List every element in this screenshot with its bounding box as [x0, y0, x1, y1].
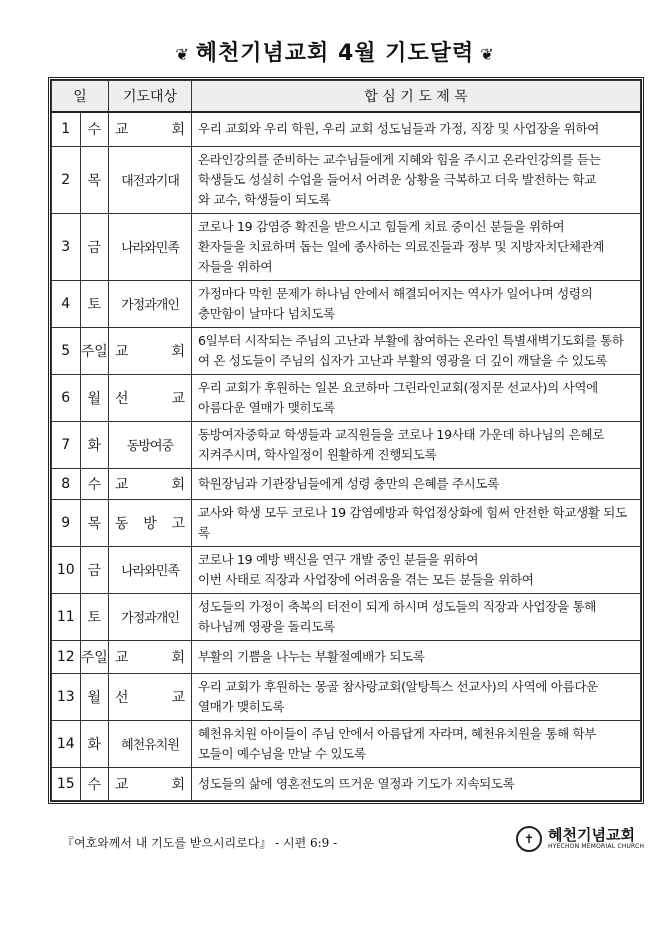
day-number: 7: [52, 421, 81, 468]
day-number: 1: [52, 112, 81, 146]
table-row: [52, 767, 641, 800]
prayer-topic-line: 온라인강의를 준비하는 교수님들에게 지혜와 힘을 주시고 온라인강의를 듣는: [198, 151, 601, 167]
day-number: 4: [52, 280, 81, 327]
prayer-target: 가정과개인: [109, 593, 192, 640]
church-emblem-icon: ✝: [516, 826, 542, 852]
day-number: 13: [52, 673, 81, 720]
prayer-topic: [192, 146, 641, 213]
day-number: 6: [52, 374, 81, 421]
weekday: 토: [80, 593, 109, 640]
weekday: 수: [80, 767, 109, 800]
prayer-target: 동방여중: [109, 421, 192, 468]
prayer-topic-line: 부활의 기쁨을 나누는 부활절예배가 되도록: [198, 648, 425, 664]
table-row: [52, 499, 641, 546]
prayer-topic-line: 우리 교회가 후원하는 일본 요코하마 그린라인교회(정지문 선교사)의 사역에: [198, 379, 598, 395]
column-header-target: 기도대상: [109, 81, 192, 113]
table-header-row: [52, 81, 641, 113]
table-row: [52, 673, 641, 720]
prayer-target: 교 회: [109, 640, 192, 673]
day-number: 2: [52, 146, 81, 213]
prayer-topic-line: 충만함이 날마다 넘치도록: [198, 305, 335, 321]
prayer-topic-line: 열매가 맺히도록: [198, 698, 285, 714]
prayer-topic-line: 자들을 위하여: [198, 258, 273, 274]
prayer-target: 선 교: [109, 374, 192, 421]
prayer-target: 교 회: [109, 327, 192, 374]
prayer-topic: [192, 767, 641, 800]
prayer-topic-line: 우리 교회가 후원하는 몽골 참사랑교회(알탕특스 선교사)의 사역에 아름다운: [198, 678, 598, 694]
prayer-topic-line: 우리 교회와 우리 학원, 우리 교회 성도님들과 가정, 직장 및 사업장을 위하여: [198, 121, 600, 137]
day-number: 8: [52, 468, 81, 499]
prayer-target: 나라와민족: [109, 213, 192, 280]
table-row: [52, 213, 641, 280]
page-title: [0, 36, 670, 67]
prayer-topic: [192, 593, 641, 640]
prayer-target: 동 방 고: [109, 499, 192, 546]
prayer-topic-line: 아름다운 열매가 맺히도록: [198, 399, 335, 415]
weekday: 수: [80, 468, 109, 499]
prayer-topic-line: 환자들을 치료하며 돕는 일에 종사하는 의료진들과 정부 및 지방자치단체관계: [198, 238, 605, 254]
day-number: 15: [52, 767, 81, 800]
day-number: 9: [52, 499, 81, 546]
prayer-topic: [192, 673, 641, 720]
prayer-topic-line: 지켜주시며, 학사일정이 원활하게 진행되도록: [198, 446, 437, 462]
table-row: [52, 640, 641, 673]
table-row: [52, 421, 641, 468]
footer-verse: 『여호와께서 내 기도를 받으시리로다』 - 시편 6:9 -: [62, 836, 338, 850]
prayer-topic: [192, 499, 641, 546]
ornament-right-icon: ❦: [480, 44, 495, 64]
table-row: [52, 146, 641, 213]
prayer-topic-line: 여 온 성도들이 주님의 십자가 고난과 부활의 영광을 더 깊이 깨달을 수 있도록: [198, 352, 608, 368]
prayer-topic-line: 와 교수, 학생들이 되도록: [198, 191, 331, 207]
table-row: [52, 374, 641, 421]
column-header-day: 일: [52, 81, 109, 113]
weekday: 화: [80, 421, 109, 468]
prayer-target: 교 회: [109, 468, 192, 499]
title-text: 혜천기념교회 4월 기도달력: [195, 41, 475, 66]
table-row: [52, 593, 641, 640]
prayer-topic-line: 하나님께 영광을 돌리도록: [198, 618, 335, 634]
prayer-topic: [192, 327, 641, 374]
prayer-target: 나라와민족: [109, 546, 192, 593]
prayer-topic: [192, 640, 641, 673]
column-header-topic: 합 심 기 도 제 목: [192, 81, 641, 113]
prayer-topic-line: 코로나 19 감염증 확진을 받으시고 힘들게 치료 중이신 분들을 위하여: [198, 218, 565, 234]
prayer-topic-line: 학생들도 성실히 수업을 들어서 어려운 상황을 극복하고 더욱 발전하는 학교: [198, 171, 597, 187]
day-number: 3: [52, 213, 81, 280]
weekday: 화: [80, 720, 109, 767]
table-row: [52, 546, 641, 593]
prayer-topic-line: 가정마다 막힌 문제가 하나님 안에서 해결되어지는 역사가 일어나며 성령의: [198, 285, 593, 301]
prayer-target: 선 교: [109, 673, 192, 720]
prayer-topic: [192, 720, 641, 767]
prayer-topic: [192, 421, 641, 468]
weekday: 월: [80, 673, 109, 720]
prayer-topic-line: 모들이 예수님을 만날 수 있도록: [198, 745, 366, 761]
weekday: 목: [80, 146, 109, 213]
prayer-topic: [192, 213, 641, 280]
prayer-topic-line: 동방여자중학교 학생들과 교직원들을 코로나 19사태 가운데 하나님의 은혜로: [198, 426, 605, 442]
church-logo: [516, 826, 644, 852]
table-row: [52, 720, 641, 767]
day-number: 12: [52, 640, 81, 673]
prayer-topic: [192, 374, 641, 421]
table-row: [52, 327, 641, 374]
logo-korean: 혜천기념교회: [548, 826, 635, 844]
prayer-topic: [192, 468, 641, 499]
weekday: 수: [80, 112, 109, 146]
weekday: 월: [80, 374, 109, 421]
prayer-target: 혜천유치원: [109, 720, 192, 767]
prayer-calendar-table: [48, 77, 644, 804]
prayer-topic-line: 이번 사태로 직장과 사업장에 어려움을 겪는 모든 분들을 위하여: [198, 571, 534, 587]
prayer-topic-line: 성도들의 삶에 영혼전도의 뜨거운 열정과 기도가 지속되도록: [198, 775, 515, 791]
prayer-topic-line: 학원장님과 기관장님들에게 성령 충만의 은혜를 주시도록: [198, 475, 499, 491]
weekday: 토: [80, 280, 109, 327]
prayer-target: 교 회: [109, 767, 192, 800]
day-number: 11: [52, 593, 81, 640]
weekday: 금: [80, 546, 109, 593]
prayer-target: 가정과개인: [109, 280, 192, 327]
day-number: 14: [52, 720, 81, 767]
prayer-topic-line: 코로나 19 예방 백신을 연구 개발 중인 분들을 위하여: [198, 551, 479, 567]
logo-english: HYECHON MEMORIAL CHURCH: [548, 843, 645, 850]
day-number: 5: [52, 327, 81, 374]
prayer-topic: [192, 280, 641, 327]
prayer-topic-line: 혜천유치원 아이들이 주님 안에서 아름답게 자라며, 혜천유치원을 통해 학부: [198, 725, 597, 741]
day-number: 10: [52, 546, 81, 593]
table-row: [52, 112, 641, 146]
weekday: 주일: [80, 327, 109, 374]
prayer-target: 대전과기대: [109, 146, 192, 213]
weekday: 목: [80, 499, 109, 546]
prayer-topic-line: 6일부터 시작되는 주님의 고난과 부활에 참여하는 온라인 특별새벽기도회를 통하: [198, 332, 624, 348]
table-row: [52, 468, 641, 499]
weekday: 주일: [80, 640, 109, 673]
prayer-topic: [192, 112, 641, 146]
prayer-topic-line: 교사와 학생 모두 코로나 19 감염예방과 학업정상화에 힘써 안전한 학교생활 되도록: [198, 504, 627, 540]
weekday: 금: [80, 213, 109, 280]
prayer-topic: [192, 546, 641, 593]
table-row: [52, 280, 641, 327]
prayer-target: 교 회: [109, 112, 192, 146]
ornament-left-icon: ❦: [175, 44, 190, 64]
prayer-topic-line: 성도들의 가정이 축복의 터전이 되게 하시며 성도들의 직장과 사업장을 통해: [198, 598, 597, 614]
